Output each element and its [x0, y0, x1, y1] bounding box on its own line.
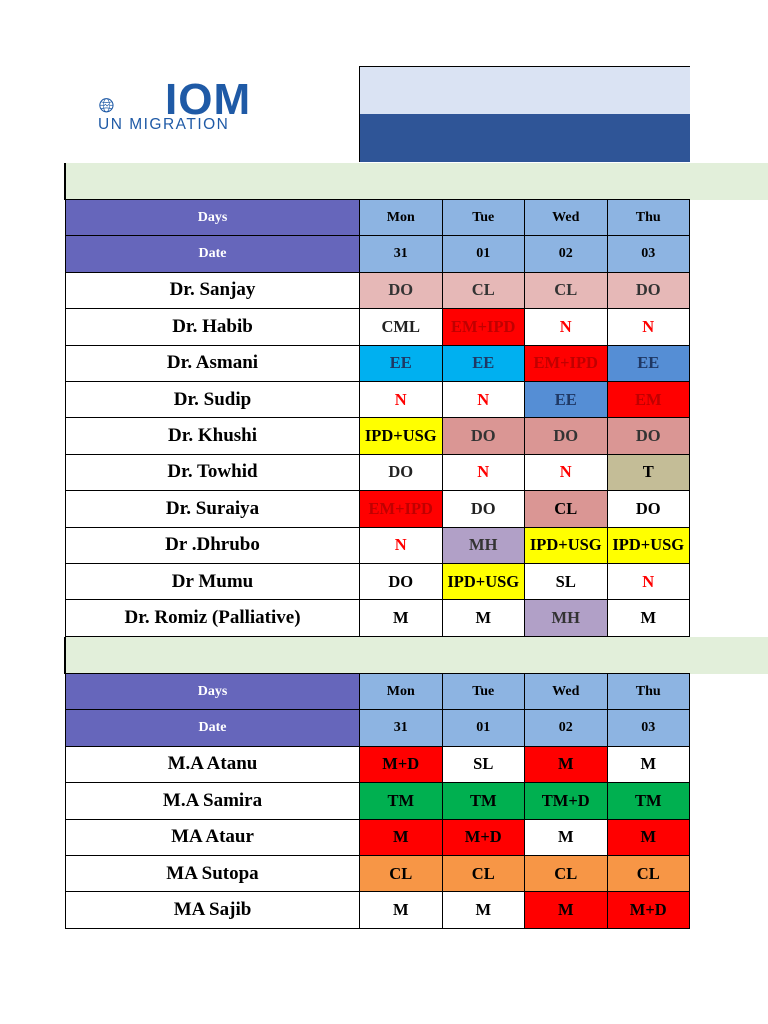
- shift-cell: M+D: [360, 746, 443, 782]
- day-header: Wed: [525, 674, 608, 710]
- day-header: Thu: [607, 674, 690, 710]
- staff-name: Dr. Habib: [66, 309, 360, 345]
- staff-name: MA Ataur: [66, 819, 360, 855]
- staff-name: Dr. Romiz (Palliative): [66, 600, 360, 636]
- shift-cell: EM+IPD: [442, 309, 525, 345]
- date-header: 31: [360, 710, 443, 746]
- days-row: [66, 200, 690, 236]
- staff-name: Dr .Dhrubo: [66, 527, 360, 563]
- day-header: Thu: [607, 200, 690, 236]
- days-row: [66, 674, 690, 710]
- shift-cell: IPD+USG: [607, 527, 690, 563]
- day-header: Tue: [442, 200, 525, 236]
- staff-name: M.A Atanu: [66, 746, 360, 782]
- table-row: [66, 309, 690, 345]
- shift-cell: DO: [607, 272, 690, 308]
- date-header: 02: [525, 710, 608, 746]
- shift-cell: M: [607, 600, 690, 636]
- date-header: 03: [607, 236, 690, 272]
- staff-name: Dr. Towhid: [66, 454, 360, 490]
- staff-name: Dr Mumu: [66, 563, 360, 599]
- shift-cell: CL: [525, 491, 608, 527]
- table-row: [66, 563, 690, 599]
- shift-cell: TM+D: [525, 783, 608, 819]
- doctor-roster-table: [65, 199, 690, 637]
- table-row: [66, 855, 690, 891]
- date-label: Date: [66, 236, 360, 272]
- shift-cell: M: [360, 892, 443, 928]
- shift-cell: N: [525, 309, 608, 345]
- table-row: [66, 418, 690, 454]
- shift-cell: N: [360, 381, 443, 417]
- table-row: [66, 527, 690, 563]
- shift-cell: N: [360, 527, 443, 563]
- staff-name: Dr. Suraiya: [66, 491, 360, 527]
- staff-name: M.A Samira: [66, 783, 360, 819]
- day-header: Tue: [442, 674, 525, 710]
- shift-cell: DO: [607, 418, 690, 454]
- table-row: [66, 746, 690, 782]
- day-header: Mon: [360, 674, 443, 710]
- shift-cell: DO: [607, 491, 690, 527]
- date-header: 31: [360, 236, 443, 272]
- date-header: 01: [442, 710, 525, 746]
- shift-cell: CML: [360, 309, 443, 345]
- table-row: [66, 345, 690, 381]
- table-row: [66, 600, 690, 636]
- table-row: [66, 272, 690, 308]
- shift-cell: EE: [607, 345, 690, 381]
- staff-name: MA Sajib: [66, 892, 360, 928]
- header-light-bar: [359, 66, 690, 114]
- date-header: 01: [442, 236, 525, 272]
- shift-cell: IPD+USG: [442, 563, 525, 599]
- date-header: 02: [525, 236, 608, 272]
- shift-cell: T: [607, 454, 690, 490]
- shift-cell: DO: [525, 418, 608, 454]
- days-label: Days: [66, 674, 360, 710]
- shift-cell: M: [442, 600, 525, 636]
- shift-cell: DO: [360, 563, 443, 599]
- shift-cell: IPD+USG: [525, 527, 608, 563]
- staff-name: Dr. Asmani: [66, 345, 360, 381]
- shift-cell: N: [607, 563, 690, 599]
- shift-cell: MH: [525, 600, 608, 636]
- section2-band: [64, 637, 768, 674]
- shift-cell: TM: [442, 783, 525, 819]
- shift-cell: EM+IPD: [360, 491, 443, 527]
- shift-cell: N: [442, 381, 525, 417]
- shift-cell: M: [360, 600, 443, 636]
- logo-text: IOM: [165, 75, 252, 124]
- header-dark-bar: [359, 114, 690, 162]
- shift-cell: CL: [525, 855, 608, 891]
- shift-cell: DO: [442, 418, 525, 454]
- shift-cell: N: [525, 454, 608, 490]
- shift-cell: M: [442, 892, 525, 928]
- shift-cell: N: [442, 454, 525, 490]
- date-row: [66, 236, 690, 272]
- staff-name: Dr. Sudip: [66, 381, 360, 417]
- shift-cell: TM: [360, 783, 443, 819]
- shift-cell: DO: [360, 454, 443, 490]
- shift-cell: M: [525, 819, 608, 855]
- table-row: [66, 381, 690, 417]
- shift-cell: CL: [442, 272, 525, 308]
- table-row: [66, 892, 690, 928]
- shift-cell: M: [607, 819, 690, 855]
- shift-cell: EE: [442, 345, 525, 381]
- day-header: Wed: [525, 200, 608, 236]
- shift-cell: EM: [607, 381, 690, 417]
- date-label: Date: [66, 710, 360, 746]
- shift-cell: M: [525, 746, 608, 782]
- section1-band: [64, 163, 768, 200]
- logo-subtext: UN MIGRATION: [98, 116, 230, 133]
- assistant-roster-table: [65, 673, 690, 929]
- shift-cell: EE: [360, 345, 443, 381]
- shift-cell: TM: [607, 783, 690, 819]
- shift-cell: DO: [360, 272, 443, 308]
- shift-cell: M+D: [442, 819, 525, 855]
- staff-name: Dr. Sanjay: [66, 272, 360, 308]
- table-row: [66, 783, 690, 819]
- shift-cell: M+D: [607, 892, 690, 928]
- table-row: [66, 454, 690, 490]
- shift-cell: SL: [525, 563, 608, 599]
- shift-cell: MH: [442, 527, 525, 563]
- shift-cell: M: [607, 746, 690, 782]
- table-row: [66, 491, 690, 527]
- table-row: [66, 819, 690, 855]
- shift-cell: EM+IPD: [525, 345, 608, 381]
- staff-name: Dr. Khushi: [66, 418, 360, 454]
- day-header: Mon: [360, 200, 443, 236]
- shift-cell: CL: [442, 855, 525, 891]
- shift-cell: CL: [360, 855, 443, 891]
- shift-cell: SL: [442, 746, 525, 782]
- shift-cell: M: [360, 819, 443, 855]
- shift-cell: M: [525, 892, 608, 928]
- shift-cell: N: [607, 309, 690, 345]
- shift-cell: DO: [442, 491, 525, 527]
- shift-cell: CL: [525, 272, 608, 308]
- shift-cell: EE: [525, 381, 608, 417]
- date-row: [66, 710, 690, 746]
- days-label: Days: [66, 200, 360, 236]
- staff-name: MA Sutopa: [66, 855, 360, 891]
- shift-cell: IPD+USG: [360, 418, 443, 454]
- date-header: 03: [607, 710, 690, 746]
- shift-cell: CL: [607, 855, 690, 891]
